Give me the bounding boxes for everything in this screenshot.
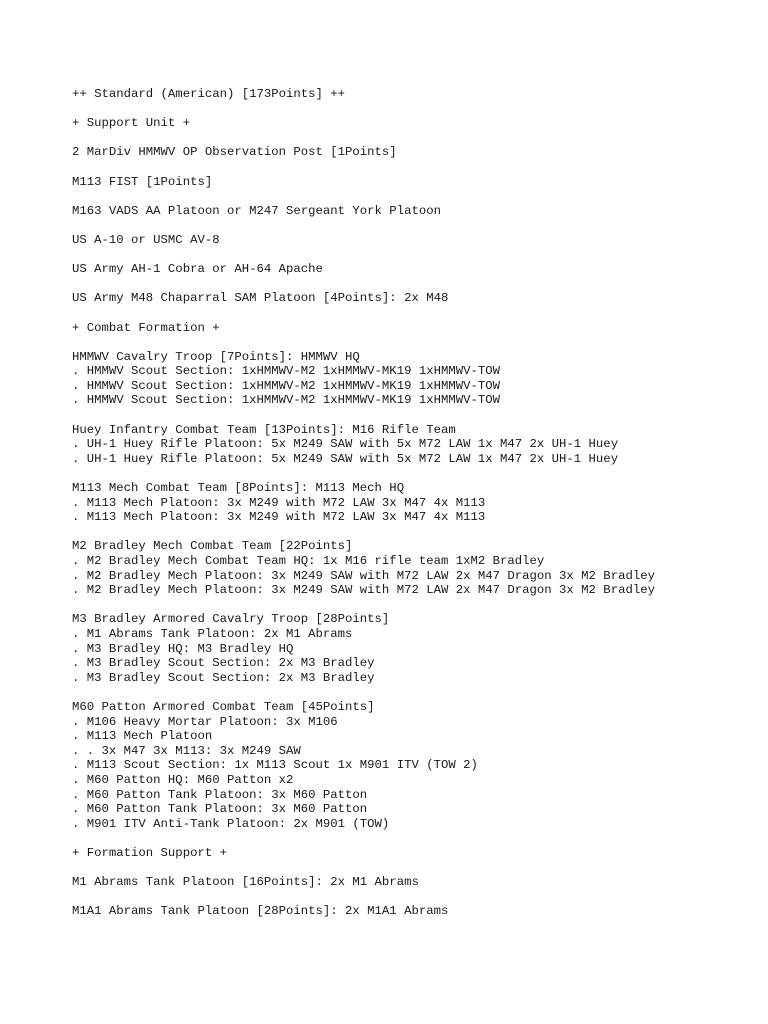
unit-entry: . M113 Mech Platoon: 3x M249 with M72 LAW 3x M47 4x M113	[72, 495, 486, 510]
formation-line: HMMWV Cavalry Troop [7Points]: HMMWV HQ	[72, 349, 360, 364]
unit-entry: . M3 Bradley Scout Section: 2x M3 Bradley	[72, 670, 375, 685]
section-heading: + Support Unit +	[72, 116, 191, 131]
blank-line	[72, 248, 762, 263]
blank-line	[72, 831, 762, 846]
army-list-text	[72, 87, 762, 919]
unit-entry: . M113 Mech Platoon	[72, 729, 213, 744]
unit-entry: . M60 Patton HQ: M60 Patton x2	[72, 772, 294, 787]
unit-entry: . . 3x M47 3x M113: 3x M249 SAW	[72, 743, 301, 758]
unit-entry: . M3 Bradley Scout Section: 2x M3 Bradley	[72, 656, 375, 671]
blank-line	[72, 890, 762, 905]
formation-line: US Army AH-1 Cobra or AH-64 Apache	[72, 262, 323, 277]
unit-entry: . M901 ITV Anti-Tank Platoon: 2x M901 (TOW)	[72, 816, 390, 831]
unit-entry: . M60 Patton Tank Platoon: 3x M60 Patton	[72, 787, 368, 802]
blank-line	[72, 685, 762, 700]
unit-entry: . HMMWV Scout Section: 1xHMMWV-M2 1xHMMWV-MK19 1xHMMWV-TOW	[72, 393, 501, 408]
unit-entry: . M113 Mech Platoon: 3x M249 with M72 LAW 3x M47 4x M113	[72, 510, 486, 525]
unit-entry: . M2 Bradley Mech Platoon: 3x M249 SAW with M72 LAW 2x M47 Dragon 3x M2 Bradley	[72, 583, 655, 598]
unit-entry: . UH-1 Huey Rifle Platoon: 5x M249 SAW with 5x M72 LAW 1x M47 2x UH-1 Huey	[72, 451, 619, 466]
blank-line	[72, 160, 762, 175]
unit-entry: . M60 Patton Tank Platoon: 3x M60 Patton	[72, 802, 368, 817]
unit-entry: . M2 Bradley Mech Platoon: 3x M249 SAW with M72 LAW 2x M47 Dragon 3x M2 Bradley	[72, 568, 655, 583]
formation-line: M1A1 Abrams Tank Platoon [28Points]: 2x M1A1 Abrams	[72, 904, 449, 919]
unit-entry: . HMMWV Scout Section: 1xHMMWV-M2 1xHMMWV-MK19 1xHMMWV-TOW	[72, 378, 501, 393]
unit-entry: . UH-1 Huey Rifle Platoon: 5x M249 SAW with 5x M72 LAW 1x M47 2x UH-1 Huey	[72, 437, 619, 452]
formation-line: M60 Patton Armored Combat Team [45Points]	[72, 699, 375, 714]
unit-entry: . M3 Bradley HQ: M3 Bradley HQ	[72, 641, 294, 656]
blank-line	[72, 102, 762, 117]
blank-line	[72, 306, 762, 321]
formation-line: US Army M48 Chaparral SAM Platoon [4Points]: 2x M48	[72, 291, 449, 306]
formation-line: M1 Abrams Tank Platoon [16Points]: 2x M1 Abrams	[72, 875, 419, 890]
blank-line	[72, 189, 762, 204]
blank-line	[72, 218, 762, 233]
unit-entry: . M113 Scout Section: 1x M113 Scout 1x M901 ITV (TOW 2)	[72, 758, 478, 773]
unit-entry: . M1 Abrams Tank Platoon: 2x M1 Abrams	[72, 626, 353, 641]
formation-line: Huey Infantry Combat Team [13Points]: M16 Rifle Team	[72, 422, 456, 437]
formation-line: M113 FIST [1Points]	[72, 174, 213, 189]
formation-line: M113 Mech Combat Team [8Points]: M113 Mech HQ	[72, 481, 405, 496]
unit-entry: . HMMWV Scout Section: 1xHMMWV-M2 1xHMMWV-MK19 1xHMMWV-TOW	[72, 364, 501, 379]
formation-line: 2 MarDiv HMMWV OP Observation Post [1Points]	[72, 145, 397, 160]
blank-line	[72, 466, 762, 481]
formation-line: US A-10 or USMC AV-8	[72, 232, 220, 247]
formation-line: M163 VADS AA Platoon or M247 Sergeant York Platoon	[72, 203, 441, 218]
blank-line	[72, 860, 762, 875]
blank-line	[72, 277, 762, 292]
unit-entry: . M106 Heavy Mortar Platoon: 3x M106	[72, 714, 338, 729]
formation-line: M2 Bradley Mech Combat Team [22Points]	[72, 539, 353, 554]
section-heading: + Formation Support +	[72, 845, 227, 860]
unit-entry: . M2 Bradley Mech Combat Team HQ: 1x M16 rifle team 1xM2 Bradley	[72, 554, 545, 568]
blank-line	[72, 335, 762, 350]
blank-line	[72, 598, 762, 613]
blank-line	[72, 408, 762, 423]
blank-line	[72, 525, 762, 540]
section-heading: + Combat Formation +	[72, 320, 220, 335]
blank-line	[72, 131, 762, 146]
section-heading: ++ Standard (American) [173Points] ++	[72, 87, 346, 101]
formation-line: M3 Bradley Armored Cavalry Troop [28Points]	[72, 612, 390, 627]
